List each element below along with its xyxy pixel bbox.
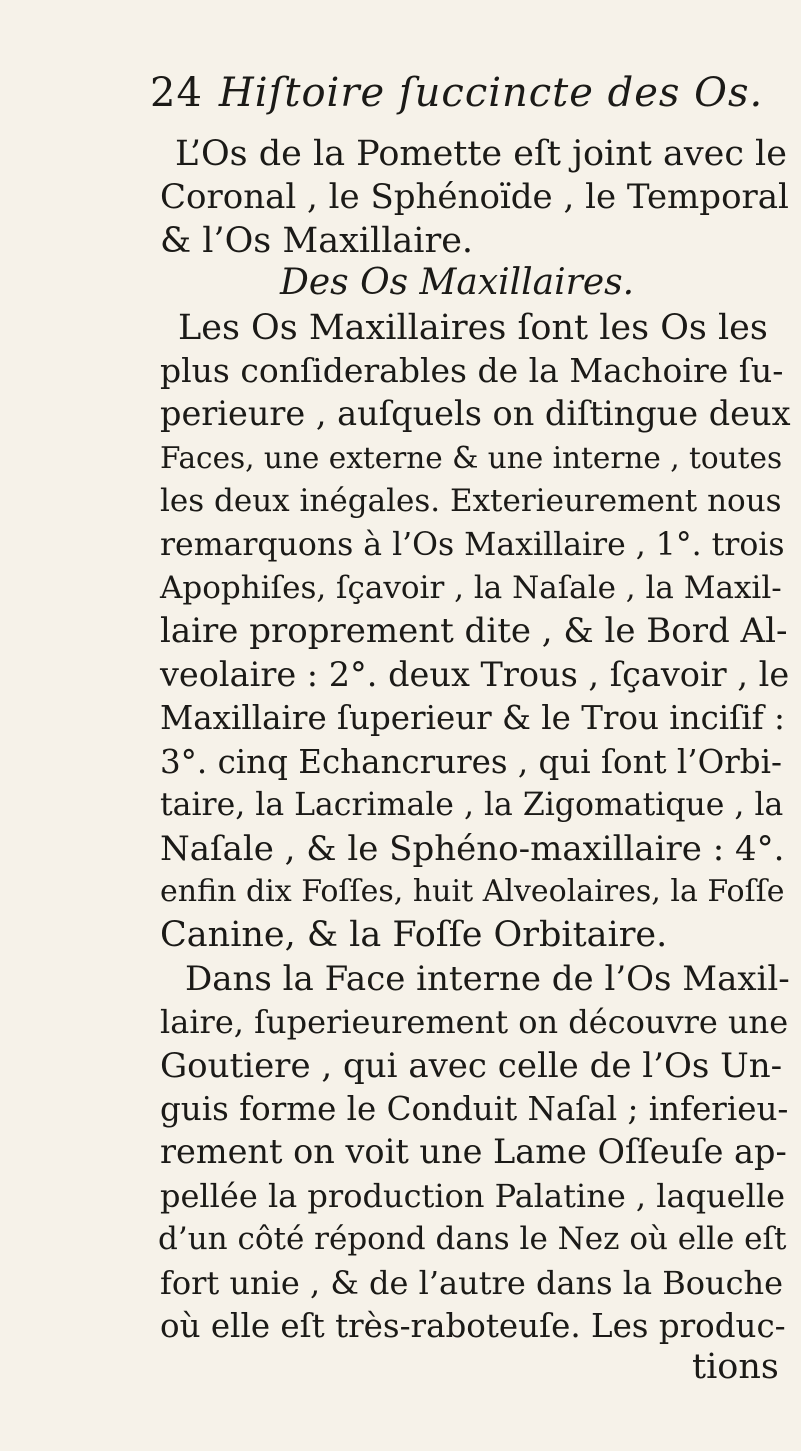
catchword: tions [692,1347,779,1387]
text-line: Canine, & la Foſſe Orbitaire. [160,915,668,955]
text-line: les deux inégales. Exterieurement nous [160,483,782,519]
text-line: Naſale , & le Sphéno-maxillaire : 4°. [160,829,785,869]
text-line: veolaire : 2°. deux Trous , ſçavoir , le [160,655,790,694]
text-line: enfin dix Foſſes, huit Alveolaires, la Foſſe [160,874,785,909]
section-heading: Des Os Maxillaires. [280,262,635,303]
text-line: perieure , auſquels on diſtingue deux [160,394,791,433]
text-line: L’Os de la Pomette eſt joint avec le [175,134,787,174]
text-line: Les Os Maxillaires ſont les Os les [178,308,768,348]
text-line: plus conſiderables de la Machoire ſu- [160,351,784,390]
text-line: taire, la Lacrimale , la Zigomatique , la [160,787,784,823]
text-line: Goutiere , qui avec celle de l’Os Un- [160,1046,783,1086]
text-line: où elle eſt très-raboteuſe. Les produc- [160,1307,786,1345]
text-line: pellée la production Palatine , laquelle [160,1177,786,1215]
page-number: 24 [150,70,203,116]
text-line: Maxillaire ſuperieur & le Trou inciſif : [160,699,785,737]
text-line: remarquons à l’Os Maxillaire , 1°. trois [160,527,785,563]
text-line: Coronal , le Sphénoïde , le Temporal [160,177,789,217]
text-line: & l’Os Maxillaire. [160,221,474,261]
text-line: laire proprement dite , & le Bord Al- [160,611,788,651]
text-line: Faces, une externe & une interne , toutes [160,441,783,475]
running-title: Hiſtoire ſuccincte des Os. [218,70,764,116]
text-line: guis forme le Conduit Naſal ; inferieu- [160,1090,789,1128]
text-line: 3°. cinq Echancrures , qui ſont l’Orbi- [160,743,782,781]
text-line: Dans la Face interne de l’Os Maxil- [185,959,790,999]
running-head [150,70,763,116]
text-line: d’un côté répond dans le Nez où elle eſt [158,1221,787,1257]
text-line: rement on voit une Lame Oſſeuſe ap- [160,1132,787,1171]
text-line: Apophiſes, ſçavoir , la Naſale , la Maxil- [160,570,782,606]
text-line: fort unie , & de l’autre dans la Bouche [160,1264,784,1302]
text-line: laire, ſuperieurement on découvre une [160,1003,789,1041]
